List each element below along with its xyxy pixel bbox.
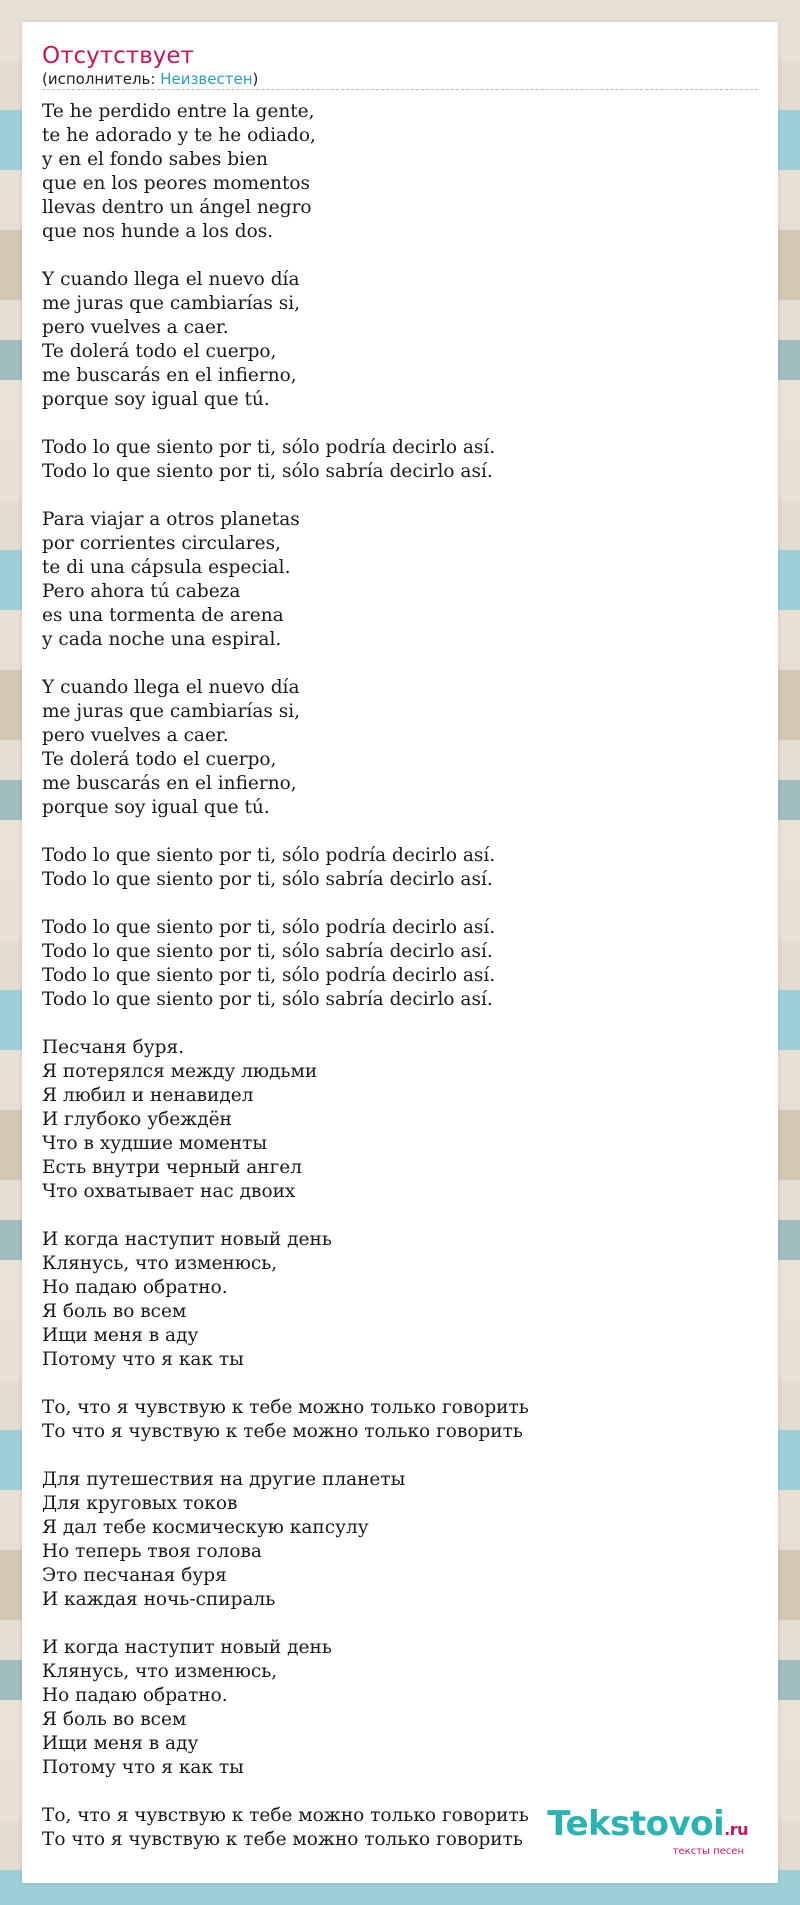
lyric-line: es una tormenta de arena [42, 605, 284, 626]
lyric-line: И когда наступит новый день [42, 1229, 332, 1250]
lyric-line: me buscarás en el infierno, [42, 773, 297, 794]
lyric-line: Todo lo que siento por ti, sólo podría decirlo así. [42, 965, 496, 986]
stanza-gap [42, 1612, 758, 1636]
lyric-line: porque soy igual que tú. [42, 389, 270, 410]
lyric-line: Клянусь, что изменюсь, [42, 1661, 278, 1682]
lyric-line: Ищи меня в аду [42, 1325, 199, 1346]
lyric-line: me buscarás en el infierno, [42, 365, 297, 386]
lyric-line: Для путешествия на другие планеты [42, 1469, 406, 1490]
site-logo[interactable] [547, 1804, 748, 1857]
lyric-line: И глубоко убеждён [42, 1109, 232, 1130]
lyric-line: То что я чувствую к тебе можно только говорить [42, 1829, 523, 1850]
lyric-line: Это песчаная буря [42, 1565, 227, 1586]
stanza-gap [42, 244, 758, 268]
stanza-gap [42, 1444, 758, 1468]
artist-link[interactable]: Неизвестен [160, 70, 253, 88]
artist-suffix: ) [252, 70, 259, 88]
lyric-line: Todo lo que siento por ti, sólo sabría decirlo así. [42, 989, 493, 1010]
lyric-line: И каждая ночь-спираль [42, 1589, 276, 1610]
logo-wordmark [547, 1804, 748, 1847]
lyric-line: То, что я чувствую к тебе можно только говорить [42, 1397, 529, 1418]
lyric-line: Есть внутри черный ангел [42, 1157, 303, 1178]
lyric-line: Te dolerá todo el cuerpo, [42, 341, 277, 362]
lyric-line: Я боль во всем [42, 1709, 187, 1730]
lyric-line: Песчаня буря. [42, 1037, 185, 1058]
lyric-line: Потому что я как ты [42, 1349, 244, 1370]
lyric-line: То что я чувствую к тебе можно только говорить [42, 1421, 523, 1442]
lyric-line: Клянусь, что изменюсь, [42, 1253, 278, 1274]
lyric-line: Te he perdido entre la gente, [42, 101, 315, 122]
lyric-line: Y cuando llega el nuevo día [42, 677, 300, 698]
lyric-line: Pero ahora tú cabeza [42, 581, 241, 602]
stanza-gap [42, 1012, 758, 1036]
artist-prefix: (исполнитель: [42, 70, 161, 88]
lyric-line: Я потерялся между людьми [42, 1061, 318, 1082]
lyric-line: me juras que cambiarías si, [42, 293, 301, 314]
lyric-line: Todo lo que siento por ti, sólo sabría decirlo así. [42, 869, 493, 890]
lyric-line: Я боль во всем [42, 1301, 187, 1322]
lyric-line: pero vuelves a caer. [42, 725, 229, 746]
lyric-line: Ищи меня в аду [42, 1733, 199, 1754]
stanza-gap [42, 652, 758, 676]
stanza-gap [42, 412, 758, 436]
lyric-line: por corrientes circulares, [42, 533, 281, 554]
stanza-gap [42, 892, 758, 916]
lyric-line: Todo lo que siento por ti, sólo sabría decirlo así. [42, 941, 493, 962]
stanza-gap [42, 1204, 758, 1228]
lyric-line: y en el fondo sabes bien [42, 149, 268, 170]
logo-tagline: тексты песен [672, 1846, 744, 1857]
logo-name: Tekstovoi [547, 1804, 725, 1844]
song-header [42, 42, 758, 90]
lyric-line: me juras que cambiarías si, [42, 701, 301, 722]
lyric-line: Todo lo que siento por ti, sólo podría decirlo así. [42, 845, 496, 866]
lyric-line: Потому что я как ты [42, 1757, 244, 1778]
stanza-gap [42, 1372, 758, 1396]
lyrics-sheet [22, 22, 778, 1883]
lyric-line: Te dolerá todo el cuerpo, [42, 749, 277, 770]
song-title: Отсутствует [42, 43, 194, 69]
lyric-line: Но падаю обратно. [42, 1277, 228, 1298]
lyric-line: Но теперь твоя голова [42, 1541, 262, 1562]
lyric-line: que nos hunde a los dos. [42, 221, 274, 242]
lyric-line: Но падаю обратно. [42, 1685, 228, 1706]
lyric-line: Я дал тебе космическую капсулу [42, 1517, 369, 1538]
lyric-line: que en los peores momentos [42, 173, 311, 194]
lyric-line: То, что я чувствую к тебе можно только говорить [42, 1805, 529, 1826]
lyric-line: Для круговых токов [42, 1493, 238, 1514]
artist-line [42, 70, 758, 88]
lyric-line: Todo lo que siento por ti, sólo sabría decirlo así. [42, 461, 493, 482]
lyric-line: Todo lo que siento por ti, sólo podría decirlo así. [42, 917, 496, 938]
lyric-line: te he adorado y te he odiado, [42, 125, 316, 146]
stanza-gap [42, 484, 758, 508]
lyric-line: Что охватывает нас двоих [42, 1181, 296, 1202]
stanza-gap [42, 820, 758, 844]
lyric-line: И когда наступит новый день [42, 1637, 332, 1658]
stanza-gap [42, 1780, 758, 1804]
lyric-line: pero vuelves a caer. [42, 317, 229, 338]
lyric-line: Я любил и ненавидел [42, 1085, 254, 1106]
lyric-line: Y cuando llega el nuevo día [42, 269, 300, 290]
logo-tld: .ru [724, 1820, 748, 1839]
lyric-line: llevas dentro un ángel negro [42, 197, 312, 218]
lyric-line: te di una cápsula especial. [42, 557, 291, 578]
lyric-line: y cada noche una espiral. [42, 629, 282, 650]
lyrics-text [42, 100, 758, 1852]
lyric-line: Todo lo que siento por ti, sólo podría decirlo así. [42, 437, 496, 458]
lyric-line: Para viajar a otros planetas [42, 509, 300, 530]
lyric-line: Что в худшие моменты [42, 1133, 268, 1154]
lyric-line: porque soy igual que tú. [42, 797, 270, 818]
